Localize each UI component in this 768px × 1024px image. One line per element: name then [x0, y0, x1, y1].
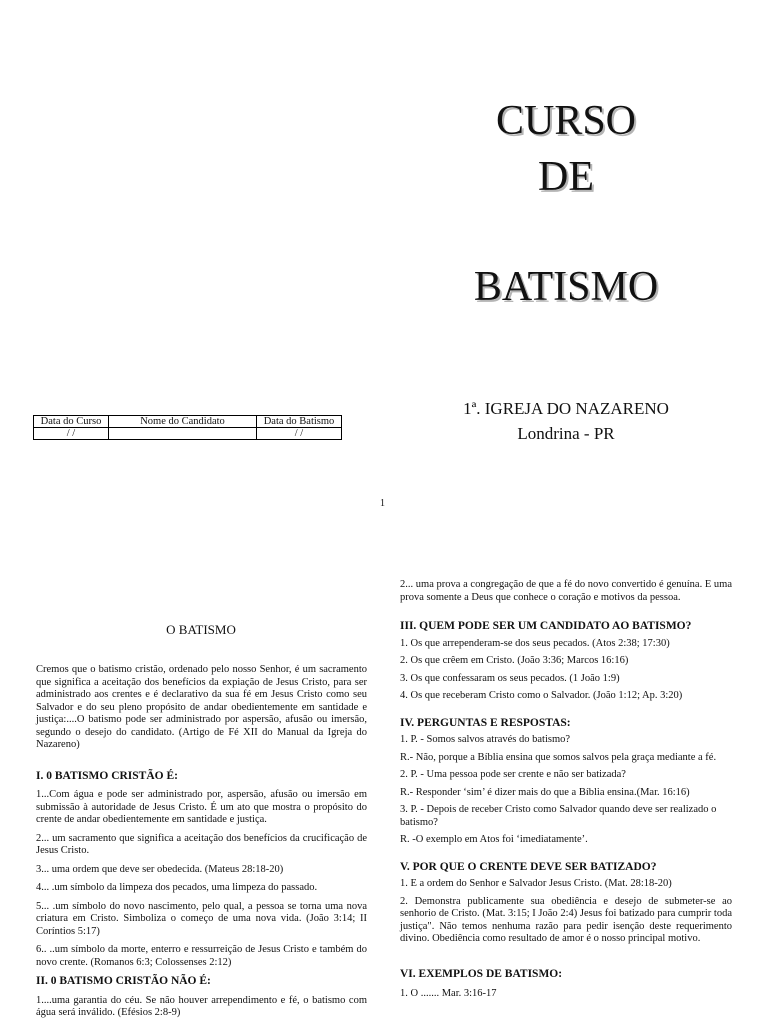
list-item: 1. E a ordem do Senhor e Salvador Jesus Cristo. (Mat. 28:18-20)	[400, 878, 672, 889]
list-item: R. -O exemplo em Atos foi ‘imediatamente’.	[400, 834, 588, 845]
table-row	[34, 428, 342, 440]
list-item: 3. Os que confessaram os seus pecados. (1 João 1:9)	[400, 672, 620, 684]
list-item: 3. P. - Depois de receber Cristo como Salvador quando deve ser realizado o batismo?	[400, 804, 717, 828]
list-item: 4... .um símbolo da limpeza dos pecados, uma limpeza do passado.	[36, 882, 318, 893]
left-column	[36, 664, 367, 1020]
list-item: 1. O ....... Mar. 3:16-17	[400, 988, 497, 999]
table-header-candidate-name: Nome do Candidato	[109, 416, 257, 428]
table-header-baptism-date: Data do Batismo	[257, 416, 342, 428]
baptism-date-cell[interactable]: / /	[257, 428, 342, 440]
list-item: 1. P. - Somos salvos através do batismo?	[400, 734, 571, 745]
church-city: Londrina - PR	[517, 424, 615, 443]
list-item: 1...Com água e pode ser administrado por, aspersão, afusão ou imersão em submissão à autoridade de Jesus Cristo. É um ato que mostra o propósito do crente de andar obedientemente em santidade e justiça.	[36, 789, 367, 825]
list-item: 6.. ..um símbolo da morte, enterro e ressurreição de Jesus Cristo e também do novo crente. (Romanos 6:3; Colossenses 2:12)	[36, 944, 367, 968]
list-item: 3... uma ordem que deve ser obedecida. (Mateus 28:18-20)	[36, 863, 284, 875]
list-item: 1....uma garantia do céu. Se não houver arrependimento e fé, o batismo com água será inválido. (Efésios 2:8-9)	[36, 994, 367, 1018]
table-header-row	[34, 416, 342, 428]
section-title: O BATISMO	[166, 622, 236, 637]
page-number: 1	[380, 498, 385, 509]
title-line-1: CURSO	[495, 98, 637, 144]
title-line-2: DE	[538, 154, 594, 200]
intro-paragraph: Cremos que o batismo cristão, ordenado pelo nosso Senhor, é um sacramento que significa a aceitação dos benefícios da expiação de Jesus Cristo, para ser administrado aos crentes e é declarativo da sua fé em Jesus Cristo como seu Salvador e do seu pleno propósito de andar obedientemente em santidade e justiça:....O batismo pode ser administrado por aspersão, afusão ou imersão, segundo o desejo do candidato. (Artigo de Fé XII do Manual da Igreja do Nazareno)	[36, 664, 367, 750]
heading-section-4: IV. PERGUNTAS E RESPOSTAS:	[400, 716, 571, 729]
right-column	[400, 579, 732, 1001]
list-item: 2. P. - Uma pessoa pode ser crente e não ser batizada?	[400, 769, 626, 780]
title-line-3: BATISMO	[473, 264, 659, 310]
course-date-cell[interactable]: / /	[34, 428, 109, 440]
list-item: 5... .um símbolo do novo nascimento, pelo qual, a pessoa se torna uma nova criatura em Cristo. Simboliza o começo de uma nova vida. (João 3:14; II Coríntios 5:17)	[36, 900, 367, 937]
list-item: 2... uma prova a congregação de que a fé do novo convertido é genuína. E uma prova somente a Deus que conhece o coração e motivos da pessoa.	[400, 579, 732, 603]
heading-section-6: VI. EXEMPLOS DE BATISMO:	[400, 967, 563, 980]
list-item: R.- Responder ‘sim’ é dizer mais do que a Bíblia ensina.(Mar. 16:16)	[400, 786, 690, 798]
list-item: 2. Os que crêem em Cristo. (João 3:36; Marcos 16:16)	[400, 655, 629, 666]
heading-section-1: I. 0 BATISMO CRISTÃO É:	[36, 769, 178, 782]
candidate-name-cell[interactable]	[109, 428, 257, 440]
list-item: 2. Demonstra publicamente sua obediência e desejo de submeter-se ao senhorio de Cristo. (Mat. 3:15; I João 2:4) Jesus foi batizado para cumprir toda justiça". Não temos nenhuma razão para pedir isenção deste requerimento divino. Obediência como resultado de amor é o nosso principal motivo.	[400, 895, 732, 944]
church-name: 1ª. IGREJA DO NAZARENO	[463, 399, 669, 418]
heading-section-5: V. POR QUE O CRENTE DEVE SER BATIZADO?	[400, 860, 657, 873]
list-item: 4. Os que receberam Cristo como o Salvador. (João 1:12; Ap. 3:20)	[400, 690, 683, 701]
candidate-form-table	[33, 415, 342, 440]
list-item: 1. Os que arrependeram-se dos seus pecados. (Atos 2:38; 17:30)	[400, 637, 670, 649]
list-item: R.- Não, porque a Bíblia ensina que somos salvos pela graça mediante a fé.	[400, 751, 717, 763]
list-item: 2... um sacramento que significa a aceitação dos benefícios da crucificação de Jesus Cristo.	[36, 832, 367, 856]
heading-section-3: III. QUEM PODE SER UM CANDIDATO AO BATISMO?	[400, 620, 692, 632]
table-header-course-date: Data do Curso	[34, 416, 109, 428]
heading-section-2: II. 0 BATISMO CRISTÃO NÃO É:	[36, 975, 211, 987]
